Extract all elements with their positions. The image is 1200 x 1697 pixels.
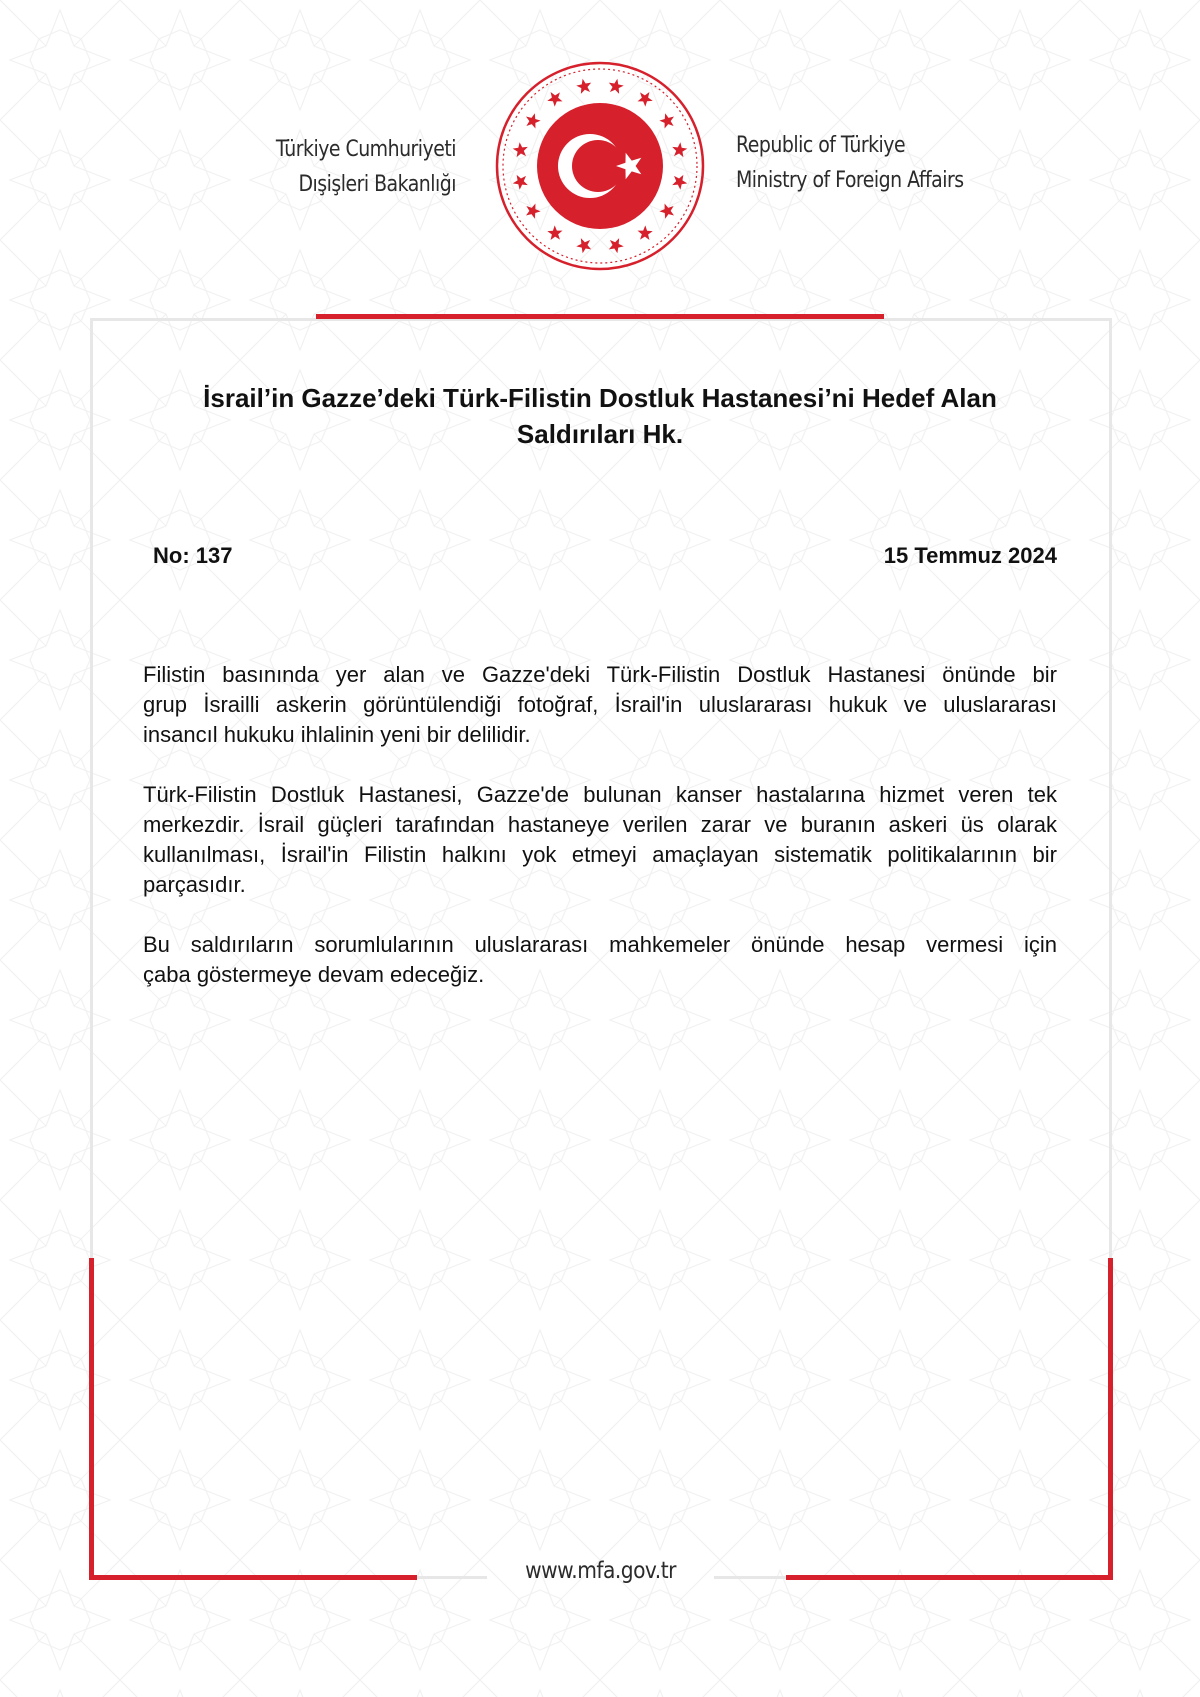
institution-name-turkish	[270, 132, 456, 202]
body-line: parçasıdır.	[143, 872, 246, 897]
title-line-2: Saldırıları Hk.	[516, 419, 684, 449]
frame-bottom-left-line	[417, 1576, 487, 1579]
document-number: No: 137	[153, 543, 233, 568]
seal-star-icon	[576, 79, 591, 94]
frame-bottom-right-line	[714, 1576, 786, 1579]
title-line-1: İsrail’in Gazze’deki Türk-Filistin Dostluk Hastanesi’ni Hedef Alan	[203, 383, 997, 413]
seal-star-icon	[547, 225, 562, 240]
institution-line-2-en: Ministry of Foreign Affairs	[736, 168, 964, 193]
body-line: Türk-Filistin Dostluk Hastanesi, Gazze'de bulunan kanser hastalarına hizmet veren tek	[143, 782, 1057, 807]
document-date: 15 Temmuz 2024	[883, 543, 1057, 568]
crescent-star-seal-icon	[494, 60, 706, 272]
frame-left-line	[90, 318, 93, 1258]
seal-star-icon	[526, 113, 541, 128]
seal-star-icon	[659, 204, 674, 219]
document-body	[143, 660, 1057, 1020]
seal-star-icon	[609, 79, 624, 94]
frame-bottom-right-accent	[786, 1575, 1113, 1580]
seal-star-icon	[547, 92, 562, 107]
seal-star-icon	[526, 204, 541, 219]
institution-line-1-en: Republic of Türkiye	[736, 133, 906, 158]
body-line: grup İsrailli askerin görüntülendiği fotoğraf, İsrail'in uluslararası hukuk ve uluslararası	[143, 692, 1057, 717]
seal-star-icon	[638, 92, 653, 107]
paragraph	[143, 780, 1057, 900]
document-title	[120, 380, 1080, 452]
footer-website-link[interactable]: www.mfa.gov.tr	[525, 1558, 676, 1584]
frame-top-accent	[316, 314, 884, 319]
frame-right-line	[1109, 318, 1112, 1258]
seal-star-icon	[576, 238, 591, 253]
body-line: çaba göstermeye devam edeceğiz.	[143, 962, 485, 987]
seal-star-icon	[638, 225, 653, 240]
seal-star-icon	[672, 175, 687, 190]
body-line: Bu saldırıların sorumlularının uluslararası mahkemeler önünde hesap vermesi için	[143, 932, 1057, 957]
seal-star-icon	[513, 142, 528, 157]
institution-name-english	[736, 128, 964, 198]
frame-left-accent	[89, 1258, 94, 1580]
body-line: insancıl hukuku ihlalinin yeni bir delilidir.	[143, 722, 531, 747]
body-line: kullanılması, İsrail'in Filistin halkını yok etmeyi amaçlayan sistematik politikalarının bir	[143, 842, 1057, 867]
seal-star-icon	[513, 175, 528, 190]
seal-star-icon	[609, 238, 624, 253]
seal-star-icon	[672, 142, 687, 157]
frame-right-accent	[1108, 1258, 1113, 1580]
institution-line-1: Türkiye Cumhuriyeti	[275, 137, 456, 162]
body-line: merkezdir. İsrail güçleri tarafından hastaneye verilen zarar ve buranın askeri üs olarak	[143, 812, 1057, 837]
paragraph	[143, 660, 1057, 750]
seal-star-icon	[659, 113, 674, 128]
paragraph	[143, 930, 1057, 990]
institution-line-2: Dışişleri Bakanlığı	[298, 172, 456, 197]
body-line: Filistin basınında yer alan ve Gazze'deki Türk-Filistin Dostluk Hastanesi önünde bir	[143, 662, 1057, 687]
frame-bottom-left-accent	[89, 1575, 417, 1580]
